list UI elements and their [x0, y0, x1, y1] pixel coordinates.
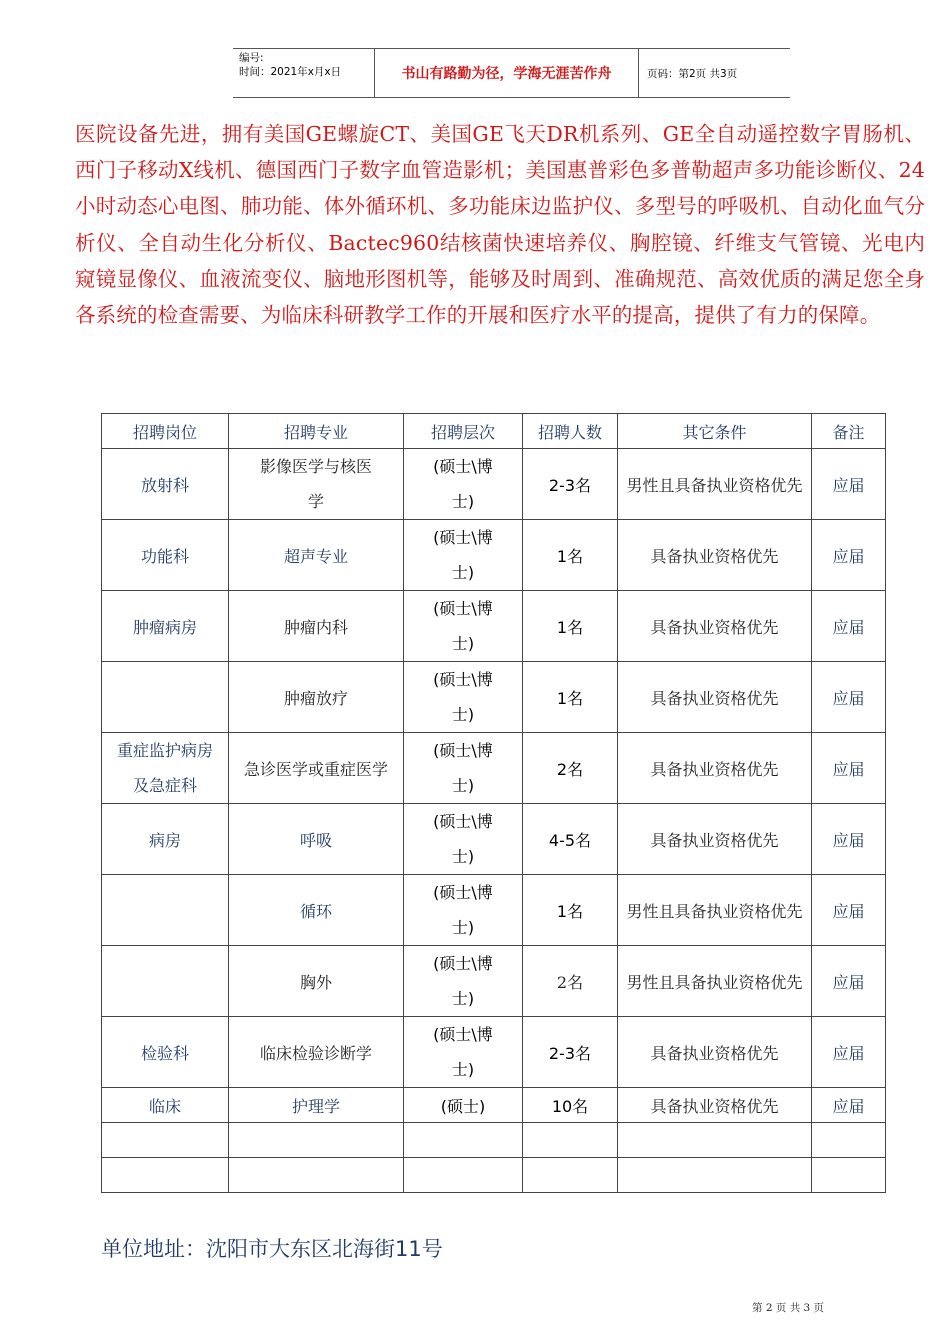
- cell-count: 2-3名: [523, 449, 618, 520]
- table-row: [102, 449, 886, 520]
- empty-cell: [618, 1123, 812, 1158]
- cell-major: 临床检验诊断学: [229, 1017, 404, 1088]
- table-row: [102, 804, 886, 875]
- empty-cell: [102, 1158, 229, 1193]
- cell-major: 急诊医学或重症医学: [229, 733, 404, 804]
- cell-level: (硕士\博 士): [404, 733, 523, 804]
- cell-major: 肿瘤放疗: [229, 662, 404, 733]
- time-label: 时间：2021年x月x日: [239, 66, 342, 78]
- page-header: [233, 48, 790, 98]
- table-row: [102, 591, 886, 662]
- cell-remark: 应届: [812, 449, 886, 520]
- empty-cell: [229, 1123, 404, 1158]
- cell-remark: 应届: [812, 520, 886, 591]
- cell-major: 肿瘤内科: [229, 591, 404, 662]
- header-major: 招聘专业: [229, 414, 404, 449]
- header-remark: 备注: [812, 414, 886, 449]
- cell-major: 呼吸: [229, 804, 404, 875]
- cell-other: 具备执业资格优先: [618, 591, 812, 662]
- cell-count: 2名: [523, 733, 618, 804]
- cell-position: 病房: [102, 804, 229, 875]
- cell-level: (硕士): [404, 1088, 523, 1123]
- cell-remark: 应届: [812, 662, 886, 733]
- cell-position: 放射科: [102, 449, 229, 520]
- cell-major: 胸外: [229, 946, 404, 1017]
- table-row-empty: [102, 1123, 886, 1158]
- table-row: [102, 733, 886, 804]
- cell-level: (硕士\博 士): [404, 875, 523, 946]
- recruitment-table: [101, 413, 886, 1193]
- empty-cell: [404, 1123, 523, 1158]
- header-page-label: 页码：第2页 共3页: [647, 67, 738, 80]
- cell-other: 具备执业资格优先: [618, 804, 812, 875]
- empty-cell: [812, 1158, 886, 1193]
- cell-position: 肿瘤病房: [102, 591, 229, 662]
- cell-other: 具备执业资格优先: [618, 662, 812, 733]
- empty-cell: [523, 1158, 618, 1193]
- cell-level: (硕士\博 士): [404, 946, 523, 1017]
- cell-remark: 应届: [812, 1088, 886, 1123]
- cell-remark: 应届: [812, 946, 886, 1017]
- cell-other: 具备执业资格优先: [618, 733, 812, 804]
- table-row: [102, 875, 886, 946]
- cell-count: 4-5名: [523, 804, 618, 875]
- cell-major: 循环: [229, 875, 404, 946]
- cell-level: (硕士\博 士): [404, 591, 523, 662]
- cell-other: 男性且具备执业资格优先: [618, 946, 812, 1017]
- header-count: 招聘人数: [523, 414, 618, 449]
- cell-count: 1名: [523, 875, 618, 946]
- unit-address: 单位地址：沈阳市大东区北海街11号: [101, 1237, 443, 1261]
- empty-cell: [404, 1158, 523, 1193]
- empty-cell: [618, 1158, 812, 1193]
- cell-other: 具备执业资格优先: [618, 1088, 812, 1123]
- cell-count: 1名: [523, 520, 618, 591]
- table-row: [102, 1017, 886, 1088]
- cell-other: 男性且具备执业资格优先: [618, 875, 812, 946]
- cell-other: 男性且具备执业资格优先: [618, 449, 812, 520]
- table-row: [102, 946, 886, 1017]
- cell-count: 1名: [523, 591, 618, 662]
- cell-remark: 应届: [812, 1017, 886, 1088]
- empty-cell: [523, 1123, 618, 1158]
- cell-level: (硕士\博 士): [404, 520, 523, 591]
- cell-position: 临床: [102, 1088, 229, 1123]
- cell-position: [102, 946, 229, 1017]
- empty-cell: [812, 1123, 886, 1158]
- table-header-row: [102, 414, 886, 449]
- cell-position: [102, 662, 229, 733]
- cell-position: 重症监护病房 及急症科: [102, 733, 229, 804]
- cell-remark: 应届: [812, 733, 886, 804]
- table-row: [102, 662, 886, 733]
- cell-count: 1名: [523, 662, 618, 733]
- table-row: [102, 520, 886, 591]
- page-footer: 第 2 页 共 3 页: [752, 1302, 825, 1314]
- header-motto: 书山有路勤为径，学海无涯苦作舟: [375, 49, 639, 97]
- cell-major: 护理学: [229, 1088, 404, 1123]
- cell-other: 具备执业资格优先: [618, 520, 812, 591]
- cell-position: [102, 875, 229, 946]
- table-row-empty: [102, 1158, 886, 1193]
- header-position: 招聘岗位: [102, 414, 229, 449]
- cell-remark: 应届: [812, 875, 886, 946]
- code-label: 编号:: [239, 52, 264, 64]
- cell-level: (硕士\博 士): [404, 804, 523, 875]
- intro-paragraph: 医院设备先进，拥有美国GE螺旋CT、美国GE飞天DR机系列、GE全自动遥控数字胃肠机、西门子移动X线机、德国西门子数字血管造影机；美国惠普彩色多普勒超声多功能诊断仪、24小时动态心电图、肺功能、体外循环机、多功能床边监护仪、多型号的呼吸机、自动化血气分析仪、全自动生化分析仪、Bactec960结核菌快速培养仪、胸腔镜、纤维支气管镜、光电内窥镜显像仪、血液流变仪、脑地形图机等，能够及时周到、准确规范、高效优质的满足您全身各系统的检查需要、为临床科研教学工作的开展和医疗水平的提高，提供了有力的保障。: [75, 122, 925, 328]
- cell-level: (硕士\博 士): [404, 662, 523, 733]
- header-other: 其它条件: [618, 414, 812, 449]
- cell-level: (硕士\博 士): [404, 449, 523, 520]
- cell-remark: 应届: [812, 591, 886, 662]
- cell-count: 10名: [523, 1088, 618, 1123]
- cell-remark: 应届: [812, 804, 886, 875]
- empty-cell: [229, 1158, 404, 1193]
- table-row: [102, 1088, 886, 1123]
- empty-cell: [102, 1123, 229, 1158]
- cell-major: 影像医学与核医 学: [229, 449, 404, 520]
- cell-count: 2名: [523, 946, 618, 1017]
- cell-position: 功能科: [102, 520, 229, 591]
- cell-position: 检验科: [102, 1017, 229, 1088]
- cell-level: (硕士\博 士): [404, 1017, 523, 1088]
- header-level: 招聘层次: [404, 414, 523, 449]
- cell-count: 2-3名: [523, 1017, 618, 1088]
- cell-other: 具备执业资格优先: [618, 1017, 812, 1088]
- header-meta: [233, 49, 375, 97]
- cell-major: 超声专业: [229, 520, 404, 591]
